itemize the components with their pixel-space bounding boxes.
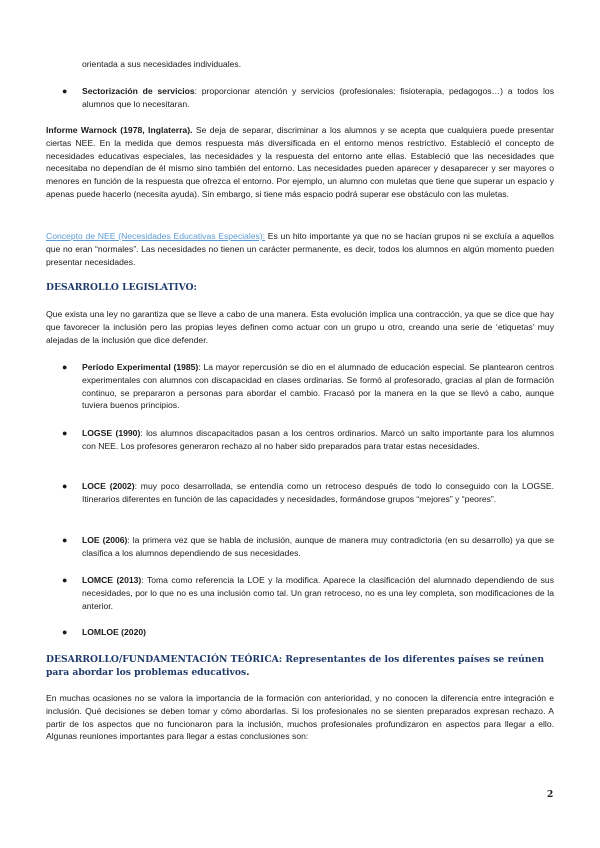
term-warnock: Informe Warnock (1978, Inglaterra).	[46, 125, 193, 135]
law-term: LOGSE (1990)	[82, 428, 141, 438]
bullet-lomce	[82, 574, 554, 612]
bullet-icon: ●	[62, 481, 68, 491]
bullet-icon: ●	[62, 575, 68, 585]
bullet-icon: ●	[62, 362, 68, 372]
heading-fundamentacion-text: Representantes de los diferentes países se reúnen para abordar los problemas educativos	[46, 654, 545, 678]
bullet-logse	[82, 427, 554, 453]
heading-fundamentacion-end: .	[246, 667, 250, 678]
law-term: LOMLOE (2020)	[82, 627, 146, 637]
text-sectorizacion: : proporcionar atención y servicios (profesionales: fisioterapia, pedagogos…) a todos los alumnos que lo necesitaran.	[82, 86, 554, 109]
paragraph-concepto-nee	[46, 230, 554, 268]
bullet-loce	[82, 480, 554, 506]
link-concepto-nee[interactable]: Concepto de NEE (Necesidades Educativas Especiales):	[46, 231, 266, 241]
law-text: : muy poco desarrollada, se entendía como un retroceso después de todo lo conseguido con la LOGSE. Itinerarios diferentes en función de las capacidades y necesidades, formándose grupos “mejores” y “peores”.	[82, 481, 554, 504]
bullet-sectorizacion	[82, 85, 554, 111]
continuation-line: orientada a sus necesidades individuales.	[82, 59, 242, 69]
law-term: LOCE (2002)	[82, 481, 135, 491]
paragraph-warnock	[46, 124, 554, 201]
heading-desarrollo-legislativo: DESARROLLO LEGISLATIVO:	[46, 282, 197, 293]
law-text: : Toma como referencia la LOE y la modifica. Aparece la clasificación del alumnado dependiendo de sus necesidades, por lo que no es una inclusión como tal. Un gran retroceso, no es una ley completa, son modificaciones de la anterior.	[82, 575, 554, 611]
text-warnock: Se deja de separar, discriminar a los alumnos y se acepta que cualquiera puede presentar ciertas NEE. En la medida que demos respuesta más diversificada en el entorno menos restrictivo. Estableció el concepto de necesidades educativas especiales, las necesidades y la respuesta del entorno ante ellas. Estableció que las necesidades que necesitaba no dependían de él mismo sino también del entorno. Las necesidades pueden aparecer y desaparecer y ser mayores o menores en función de la respuesta que ofrezca el entorno. Por ejemplo, un alumno con muletas que tiene que superar un espacio y apenas puede hacerlo (necesita ayuda). Sin embargo, si tiene más espacio podrá superar ese obstáculo con las muletas.	[46, 125, 554, 199]
law-term: LOE (2006)	[82, 535, 128, 545]
page-number: 2	[547, 790, 554, 800]
heading-fundamentacion	[46, 653, 556, 679]
bullet-icon: ●	[62, 428, 68, 438]
bullet-periodo-experimental	[82, 361, 554, 412]
law-text: : los alumnos discapacitados pasan a los centros ordinarios. Marcó un salto importante para los alumnos con NEE. Los profesores generaron rechazo al no haber sido preparados para tratar estas necesidades.	[82, 428, 554, 451]
law-term: LOMCE (2013)	[82, 575, 142, 585]
law-text: : La mayor repercusión se dio en el alumnado de educación especial. Se plantearon centros experimentales con alumnos con discapacidad en clases ordinarias. Se formó al profesorado, gracias al plan de formación continuo, se prepararon a personas para abordar el cambio. Fracasó por la manera en la que se llevó a cabo, aunque tuviera buenos principios.	[82, 362, 554, 411]
bullet-icon: ●	[62, 627, 68, 637]
paragraph-fundamentacion: En muchas ocasiones no se valora la importancia de la formación con anterioridad, y no conocen la diferencia entre integración e inclusión. Qué decisiones se deben tomar y cómo abordarlas. Si los profesionales no se sienten preparados expresan rechazo. A partir de los aspectos que no funcionaron para la inclusión, muchos profesionales profundizaron en aspectos para llegar a ello. Algunas reuniones importantes para llegar a estas conclusiones son:	[46, 693, 554, 742]
bullet-lomloe	[82, 626, 554, 639]
law-text: : la primera vez que se habla de inclusión, aunque de manera muy contradictoria (en su desarrollo) ya que se clasifica a los alumnos dependiendo de sus necesidades.	[82, 535, 554, 558]
text-concepto-nee: Es un hito importante ya que no se hacían grupos ni se excluía a aquellos que no eran “normales”. Las necesidades no tienen un carácter permanente, es decir, todos los alumnos en algún momento pueden presentar necesidades.	[46, 231, 554, 267]
term-sectorizacion: Sectorización de servicios	[82, 86, 195, 96]
heading-fundamentacion-label: DESARROLLO/FUNDAMENTACIÓN TEÓRICA:	[46, 654, 283, 665]
law-term: Período Experimental (1985)	[82, 362, 199, 372]
bullet-loe	[82, 534, 554, 560]
paragraph-legislativo-intro: Que exista una ley no garantiza que se lleve a cabo de una manera. Esta evolución implica una contracción, ya que se dice que hay que favorecer la inclusión pero las propias leyes definen como actuar con un grupo u otro, creando una serie de ‘etiquetas’ muy alejadas de la inclusión que dice defender.	[46, 309, 554, 345]
bullet-icon: ●	[62, 86, 68, 96]
bullet-icon: ●	[62, 535, 68, 545]
